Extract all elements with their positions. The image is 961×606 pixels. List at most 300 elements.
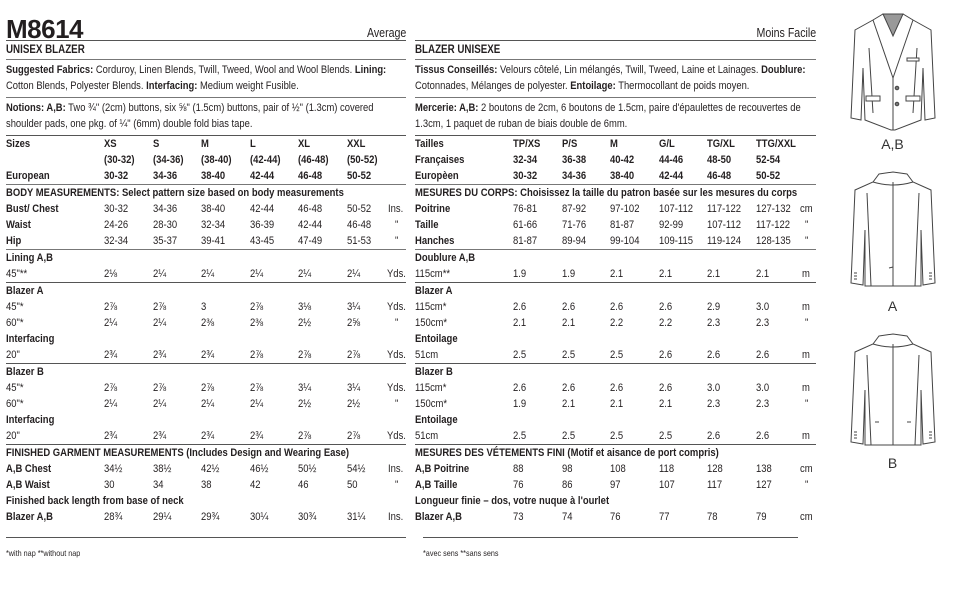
yardage-row: [415, 347, 816, 364]
cell-value: 30-32: [104, 203, 129, 215]
row-label: 51cm: [415, 349, 439, 361]
cell-value: 2.1: [513, 317, 527, 329]
cell-value: 74: [562, 511, 573, 523]
cell-value: G/L: [659, 138, 675, 150]
cell-value: 2⅞: [201, 382, 215, 394]
cell-value: P/S: [562, 138, 578, 150]
pattern-number: M8614: [6, 14, 83, 44]
unit: Yds.: [387, 382, 406, 394]
cell-value: 3¼: [347, 382, 361, 394]
yardage-row: [415, 266, 816, 283]
cell-value: 47-49: [298, 235, 323, 247]
interfacing-a-heading: [6, 331, 406, 347]
suggested-fabrics: Suggested Fabrics: Corduroy, Linen Blends, Twill, Tweed, Wool and Wool Blends. Lining: Cotton Blends, Polyester Blends. Interfacing: Medium weight Fusible.: [6, 64, 387, 92]
cell-value: 117: [707, 479, 723, 491]
back-length-heading: [6, 493, 406, 509]
cell-value: 2⅞: [347, 349, 361, 361]
cell-value: 44-46: [659, 154, 684, 166]
difficulty-level: Average: [366, 26, 406, 40]
cell-value: 118: [659, 463, 675, 475]
cell-value: 48-50: [707, 154, 732, 166]
section-heading: Blazer B: [6, 366, 44, 378]
cell-value: 2.6: [659, 301, 673, 313]
cell-value: 2¼: [250, 398, 264, 410]
yardage-row: [6, 396, 406, 412]
cell-value: 2.1: [659, 398, 673, 410]
cell-value: 2.5: [610, 349, 624, 361]
cell-value: XXL: [347, 138, 366, 150]
cell-value: 2¼: [298, 268, 312, 280]
section-heading: Lining A,B: [6, 252, 53, 264]
section-heading: Blazer A: [415, 285, 453, 297]
cell-value: 2⅞: [153, 382, 167, 394]
cell-value: 117-122: [707, 203, 742, 215]
cell-value: 2¼: [104, 398, 118, 410]
cell-value: 39-41: [201, 235, 226, 247]
cell-value: 1.9: [513, 398, 527, 410]
unit: ": [805, 235, 809, 247]
unit: ": [394, 479, 398, 491]
cell-value: 3: [201, 301, 207, 313]
cell-value: M: [610, 138, 618, 150]
cell-value: 46-48: [298, 203, 323, 215]
interfacing-a-heading: [415, 331, 816, 347]
row-label: European: [6, 170, 50, 182]
cell-value: 107-112: [659, 203, 694, 215]
unit: m: [802, 349, 811, 361]
unit: Yds.: [387, 268, 406, 280]
cell-value: 2¼: [347, 268, 361, 280]
cell-value: 2¼: [250, 268, 264, 280]
cell-value: 3¼: [298, 382, 312, 394]
cell-value: 2.6: [707, 430, 721, 442]
cell-value: 38-40: [201, 170, 226, 182]
cell-value: 87-92: [562, 203, 587, 215]
cell-value: 2.6: [610, 301, 624, 313]
cell-value: 128: [707, 463, 723, 475]
cell-value: 2.3: [756, 398, 770, 410]
cell-value: 24-26: [104, 219, 129, 231]
cell-value: TG/XL: [707, 138, 735, 150]
header: [415, 0, 816, 40]
cell-value: 42: [250, 479, 261, 491]
cell-value: 38: [201, 479, 212, 491]
header: [6, 0, 406, 44]
cell-value: 28-30: [153, 219, 178, 231]
cell-value: 50-52: [756, 170, 781, 182]
cell-value: TP/XS: [513, 138, 541, 150]
row-label: Taille: [415, 219, 439, 231]
row-label: Blazer A,B: [415, 511, 462, 523]
cell-value: 1.9: [513, 268, 527, 280]
cell-value: 3.0: [756, 301, 770, 313]
cell-value: 2.3: [707, 398, 721, 410]
row-label: 20": [6, 430, 20, 442]
section-heading: Blazer A: [6, 285, 44, 297]
cell-value: 36-38: [562, 154, 587, 166]
cell-value: 2.1: [707, 268, 721, 280]
cell-value: S: [153, 138, 160, 150]
cell-value: 127: [756, 479, 772, 491]
cell-value: 107-112: [707, 219, 742, 231]
cell-value: (46-48): [298, 154, 329, 166]
cell-value: 2.6: [756, 349, 770, 361]
body-measurement-row: [415, 233, 816, 250]
cell-value: 81-87: [610, 219, 635, 231]
unit: cm: [799, 511, 813, 523]
size-ranges-row: [6, 152, 406, 168]
back-length-heading: [415, 493, 816, 509]
blazer-b-heading: [6, 364, 406, 380]
cell-value: 108: [610, 463, 626, 475]
section-heading: MESURES DES VÉTEMENTS FINI (Motif et aisance de port compris): [415, 447, 719, 459]
european-row: [6, 168, 406, 185]
sizes-row: [415, 136, 816, 152]
row-label: Europèen: [415, 170, 459, 182]
cell-value: 2.3: [707, 317, 721, 329]
row-label: A,B Chest: [6, 463, 52, 475]
cell-value: 2.6: [659, 382, 673, 394]
cell-value: 98: [562, 463, 573, 475]
unit: Yds.: [387, 430, 406, 442]
cell-value: 2.5: [610, 430, 624, 442]
finished-measurements-heading: [415, 445, 816, 461]
cell-value: 71-76: [562, 219, 587, 231]
notions: Mercerie: A,B: 2 boutons de 2cm, 6 boutons de 1.5cm, paire d'épaulettes de recouvertes de 1.3cm, 1 paquet de ruban de biais double de 6mm.: [415, 102, 801, 130]
cell-value: 2¼: [201, 268, 215, 280]
cell-value: 81-87: [513, 235, 538, 247]
cell-value: 30-32: [513, 170, 538, 182]
finished-measurement-row: [6, 477, 406, 493]
row-label: Poitrine: [415, 203, 451, 215]
unit: m: [802, 430, 811, 442]
section-heading: Doublure A,B: [415, 252, 476, 264]
body-measurement-row: [415, 217, 816, 233]
blazer-back-b-icon: [843, 330, 943, 455]
section-heading: MESURES DU CORPS: Choisissez la taille du patron basée sur les mesures du corps: [415, 187, 798, 199]
cell-value: 76-81: [513, 203, 538, 215]
unit: ": [394, 398, 398, 410]
row-label: A,B Poitrine: [415, 463, 470, 475]
row-label: Sizes: [6, 138, 31, 150]
cell-value: 2⅞: [298, 349, 312, 361]
cell-value: 2.5: [562, 430, 576, 442]
cell-value: 2¼: [153, 317, 167, 329]
cell-value: 30-32: [104, 170, 129, 182]
yardage-row: [6, 347, 406, 364]
section-heading: Interfacing: [6, 333, 55, 345]
cell-value: 2⅜: [250, 317, 264, 329]
unit: m: [802, 382, 811, 394]
unit: ": [805, 398, 809, 410]
row-label: 20": [6, 349, 20, 361]
cell-value: XS: [104, 138, 117, 150]
cell-value: 2⅞: [298, 430, 312, 442]
yardage-row: [6, 315, 406, 331]
cell-value: 97: [610, 479, 621, 491]
unit: m: [802, 301, 811, 313]
cell-value: 2¼: [153, 268, 167, 280]
cell-value: TTG/XXL: [756, 138, 796, 150]
view-label: B: [887, 455, 898, 471]
cell-value: 76: [513, 479, 524, 491]
yardage-row: [6, 428, 406, 445]
sizes-row: [6, 136, 406, 152]
yardage-row: [6, 266, 406, 283]
cell-value: 117-122: [756, 219, 791, 231]
cell-value: 2⅞: [250, 349, 264, 361]
cell-value: 2⅞: [104, 382, 118, 394]
cell-value: 138: [756, 463, 772, 475]
illustration-front: [835, 8, 950, 152]
cell-value: 2.1: [610, 268, 624, 280]
cell-value: 61-66: [513, 219, 538, 231]
unit: ": [394, 235, 398, 247]
cell-value: (34-36): [153, 154, 184, 166]
section-heading: BODY MEASUREMENTS: Select pattern size based on body measurements: [6, 187, 344, 199]
cell-value: (50-52): [347, 154, 378, 166]
row-label: Blazer A,B: [6, 511, 53, 523]
unit: ": [394, 317, 398, 329]
body-measurement-row: [6, 233, 406, 250]
body-measurements-heading: [6, 185, 406, 201]
cell-value: 2.5: [513, 349, 527, 361]
yardage-row: [415, 315, 816, 331]
lining-heading: [415, 250, 816, 266]
cell-value: 2¾: [153, 430, 167, 442]
yardage-row: [415, 299, 816, 315]
english-column: [6, 0, 406, 558]
section-heading: Blazer B: [415, 366, 453, 378]
cell-value: 30¾: [298, 511, 317, 523]
cell-value: 50-52: [347, 170, 372, 182]
section-heading: Longueur finie – dos, votre nuque à l'ourlet: [415, 495, 610, 507]
cell-value: 2¾: [201, 349, 215, 361]
cell-value: 43-45: [250, 235, 275, 247]
garment-title: BLAZER UNISEXE: [415, 44, 501, 56]
section-heading: Interfacing: [6, 414, 55, 426]
cell-value: 73: [513, 511, 524, 523]
cell-value: 51-53: [347, 235, 372, 247]
row-label: 45"*: [6, 382, 24, 394]
difficulty-level: Moins Facile: [756, 26, 816, 40]
cell-value: M: [201, 138, 209, 150]
yardage-row: [6, 299, 406, 315]
cell-value: 2.5: [659, 430, 673, 442]
cell-value: 2½: [298, 398, 312, 410]
cell-value: 32-34: [201, 219, 226, 231]
cell-value: 2⅞: [250, 382, 264, 394]
cell-value: 2.6: [513, 382, 527, 394]
unit: ": [805, 317, 809, 329]
size-chart-table: [415, 136, 816, 525]
cell-value: 46-48: [347, 219, 372, 231]
cell-value: (42-44): [250, 154, 281, 166]
cell-value: L: [250, 138, 256, 150]
row-label: Bust/ Chest: [6, 203, 59, 215]
cell-value: 3⅛: [298, 301, 312, 313]
cell-value: 119-124: [707, 235, 742, 247]
footnote: *with nap **without nap: [6, 548, 81, 558]
unit: cm: [799, 463, 813, 475]
cell-value: 2.2: [610, 317, 624, 329]
row-label: 115cm*: [415, 301, 447, 313]
view-label: A: [887, 298, 898, 314]
row-label: 115cm*: [415, 382, 447, 394]
cell-value: 34-36: [153, 170, 178, 182]
section-heading: FINISHED GARMENT MEASUREMENTS (Includes Design and Wearing Ease): [6, 447, 350, 459]
cell-value: 109-115: [659, 235, 694, 247]
cell-value: 46-48: [298, 170, 323, 182]
cell-value: 97-102: [610, 203, 640, 215]
section-heading: Entoilage: [415, 414, 458, 426]
cell-value: 2⅞: [153, 301, 167, 313]
cell-value: 3¼: [347, 301, 361, 313]
row-label: 150cm*: [415, 398, 448, 410]
row-label: A,B Waist: [6, 479, 50, 491]
cell-value: (38-40): [201, 154, 232, 166]
row-label: 60"*: [6, 398, 24, 410]
cell-value: 99-104: [610, 235, 640, 247]
cell-value: 2¼: [201, 398, 215, 410]
cell-value: 2⅛: [104, 268, 118, 280]
cell-value: 2.1: [610, 398, 624, 410]
unit: Ins.: [387, 511, 403, 523]
body-measurement-row: [415, 201, 816, 217]
yardage-row: [415, 396, 816, 412]
blazer-a-heading: [6, 283, 406, 299]
cell-value: 42-44: [298, 219, 323, 231]
cell-value: 1.9: [562, 268, 576, 280]
cell-value: 2⅞: [250, 301, 264, 313]
row-label: A,B Taille: [415, 479, 458, 491]
cell-value: 2¾: [201, 430, 215, 442]
row-label: Hip: [6, 235, 22, 247]
illustration-back-a: [835, 168, 950, 314]
yardage-row: [415, 380, 816, 396]
row-label: 45"*: [6, 301, 24, 313]
cell-value: 32-34: [104, 235, 129, 247]
lining-heading: [6, 250, 406, 266]
cell-value: (30-32): [104, 154, 135, 166]
unit: cm: [799, 203, 813, 215]
cell-value: 35-37: [153, 235, 178, 247]
european-row: [415, 168, 816, 185]
body-measurements-heading: [415, 185, 816, 201]
cell-value: 2.3: [756, 317, 770, 329]
cell-value: 92-99: [659, 219, 684, 231]
cell-value: 40-42: [610, 154, 635, 166]
interfacing-b-heading: [6, 412, 406, 428]
row-label: 115cm**: [415, 268, 451, 280]
row-label: Waist: [6, 219, 31, 231]
cell-value: 107: [659, 479, 675, 491]
unit: m: [802, 268, 811, 280]
cell-value: 2⅜: [201, 317, 215, 329]
body-measurement-row: [6, 217, 406, 233]
cell-value: 46-48: [707, 170, 732, 182]
blazer-a-heading: [415, 283, 816, 299]
cell-value: 78: [707, 511, 718, 523]
cell-value: 3.0: [707, 382, 721, 394]
unit: Ins.: [387, 203, 403, 215]
cell-value: 2⅞: [347, 430, 361, 442]
blazer-front-icon: [843, 8, 943, 136]
section-heading: Finished back length from base of neck: [6, 495, 184, 507]
footnote: *avec sens **sans sens: [423, 548, 499, 558]
cell-value: 34½: [104, 463, 123, 475]
cell-value: 34: [153, 479, 164, 491]
cell-value: 31¼: [347, 511, 366, 523]
cell-value: 50½: [298, 463, 317, 475]
notions: Notions: A,B: Two ¾" (2cm) buttons, six ⅝" (1.5cm) buttons, pair of ½" (1.3cm) covered shoulder pads, one pkg. of ¼" (6mm) double fold bias tape.: [6, 102, 374, 130]
cell-value: 52-54: [756, 154, 781, 166]
yardage-row: [6, 380, 406, 396]
cell-value: 2¼: [153, 398, 167, 410]
cell-value: 2.6: [707, 349, 721, 361]
cell-value: 29¼: [153, 511, 172, 523]
finished-measurement-row: [415, 477, 816, 493]
cell-value: 46½: [250, 463, 269, 475]
row-label: 51cm: [415, 430, 439, 442]
cell-value: 2.1: [756, 268, 770, 280]
cell-value: 46: [298, 479, 309, 491]
cell-value: 128-135: [756, 235, 791, 247]
cell-value: 76: [610, 511, 621, 523]
cell-value: 3.0: [756, 382, 770, 394]
cell-value: 86: [562, 479, 573, 491]
row-label: Tailles: [415, 138, 444, 150]
finished-measurement-row: [415, 461, 816, 477]
cell-value: 89-94: [562, 235, 587, 247]
cell-value: 2¾: [104, 349, 118, 361]
cell-value: 2½: [347, 398, 361, 410]
cell-value: 42½: [201, 463, 220, 475]
cell-value: 2.6: [513, 301, 527, 313]
unit: Yds.: [387, 349, 406, 361]
size-chart-table: [6, 136, 406, 525]
cell-value: 2.1: [562, 398, 576, 410]
cell-value: 50: [347, 479, 358, 491]
cell-value: 77: [659, 511, 670, 523]
cell-value: 36-39: [250, 219, 275, 231]
unit: ": [805, 479, 809, 491]
body-measurement-row: [6, 201, 406, 217]
cell-value: 50-52: [347, 203, 372, 215]
cell-value: 42-44: [659, 170, 684, 182]
row-label: Hanches: [415, 235, 455, 247]
cell-value: 127-132: [756, 203, 791, 215]
finished-measurement-row: [6, 461, 406, 477]
unit: ": [394, 219, 398, 231]
cell-value: 34-36: [153, 203, 178, 215]
cell-value: 2.5: [513, 430, 527, 442]
cell-value: 79: [756, 511, 767, 523]
cell-value: 2¾: [250, 430, 264, 442]
cell-value: 2.6: [659, 349, 673, 361]
view-label: A,B: [881, 136, 904, 152]
cell-value: 2¼: [104, 317, 118, 329]
cell-value: 54½: [347, 463, 366, 475]
cell-value: 30: [104, 479, 115, 491]
cell-value: 2.6: [756, 430, 770, 442]
cell-value: 2.6: [562, 382, 576, 394]
illustration-back-b: [835, 330, 950, 471]
unit: ": [805, 219, 809, 231]
french-column: [415, 0, 816, 558]
cell-value: 38½: [153, 463, 172, 475]
cell-value: 88: [513, 463, 524, 475]
